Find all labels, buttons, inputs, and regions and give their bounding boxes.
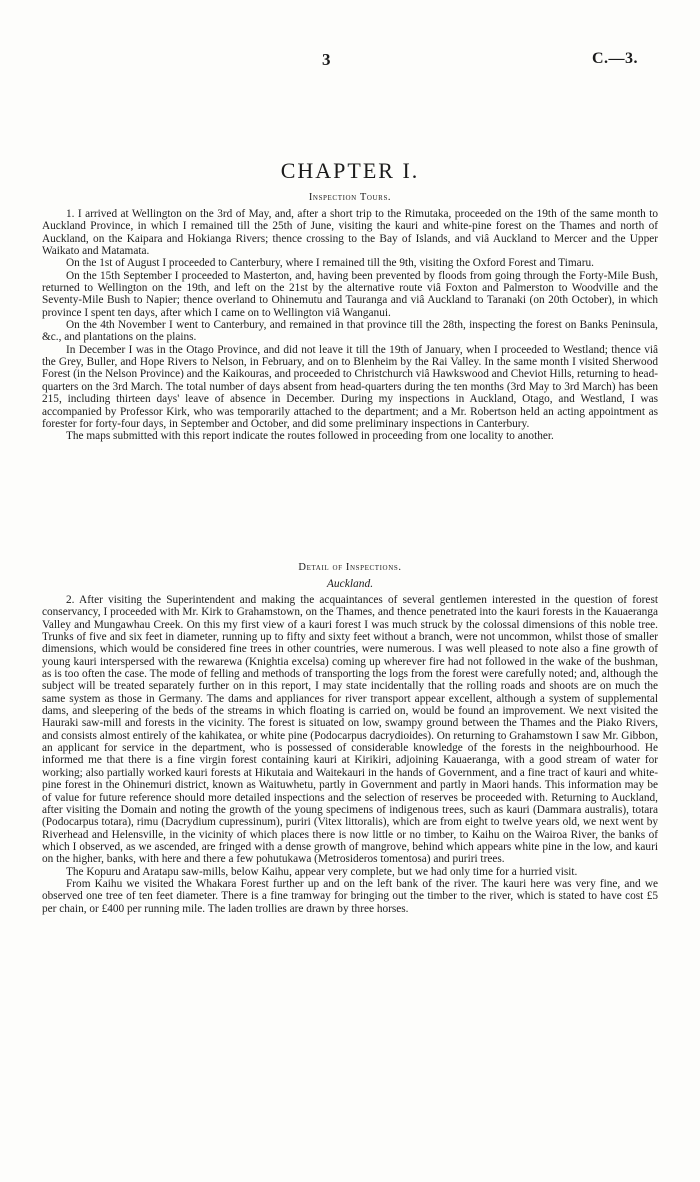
inspection-tours-section [42, 208, 658, 443]
paragraph: The maps submitted with this report indicate the routes followed in proceeding from one locality to another. [66, 430, 554, 443]
paragraph: In December I was in the Otago Province, and did not leave it till the 19th of January, when I proceeded to Westland; thence viâ the Grey, Buller, and Hope Rivers to Nelson, in February, and on to Blenheim by the Rai Valley. In the same month I visited Sherwood Forest (in the Nelson Province) and the Kaikouras, and proceeded to Christchurch viâ Hawkswood and Cheviot Hills, returning to head-quarters on the 3rd March. The total number of days absent from head-quarters during the ten months (3rd May to 3rd March) has been 215, including thirteen days' leave of absence in December. During my inspections in Auckland, Otago, and Westland, I was accompanied by Professor Kirk, who was temporarily attached to the department; and a Mr. Robertson held an acting appointment as forester for forty-four days, in September and October, and did some preliminary inspections in Canterbury. [42, 343, 658, 430]
inspection-tours-heading: Inspection Tours. [308, 192, 392, 203]
auckland-subheading: Auckland. [326, 578, 374, 590]
paragraph: 2. After visiting the Superintendent and making the acquaintances of several gentlemen interested in the question of forest conservancy, I proceeded with Mr. Kirk to Grahamstown, on the Thames, and thence penetrated into the kauri forests in the Kauaeranga Valley and Mungawhau Creek. On this my first view of a kauri forest I was much struck by the colossal dimensions of this noble tree. Trunks of five and six feet in diameter, running up to fifty and sixty feet without a branch, were not uncommon, whilst those of smaller dimensions, which would be considered fine trees in other countries, were numerous. I was well pleased to note also a fine growth of young kauri interspersed with the rewarewa (Knightia excelsa) coming up wherever fire had not followed in the wake of the bushman, as is too often the case. The mode of felling and methods of transporting the logs from the forest were carefully noted; and, although the subject will be treated separately further on in this report, I may state incidentally that the rolling roads and shoots are on much the same system as those in Germany. The dams and appliances for river transport appear excellent, although a system of supplemental dams, and sleepering of the beds of the streams in which floating is carried on, would be found an improvement. We next visited the Hauraki saw-mill and forests in the vicinity. The forest is situated on low, swampy ground between the Thames and the Piako Rivers, and consists almost entirely of the kahikatea, or white pine (Podocarpus dacrydioides). On returning to Grahamstown I saw Mr. Gibbon, an applicant for service in the department, who is possessed of considerable knowledge of the forests in the neighbourhood. He informed me that there is a fine virgin forest containing kauri at Kirikiri, adjoining Kauaeranga, with a good stream of water for working; also partially worked kauri forests at Hikutaia and Waitekauri in the hands of Government, and a fine tract of kauri and white-pine forest in the Ohinemuri district, known as Waituwhetu, partly in Government and partly in Maori hands. This information may be of value for future reference should more detailed inspections and the selection of reserves be proceeded with. Returning to Auckland, after visiting the Domain and noting the growth of the young specimens of indigenous trees, such as kauri (Dammara australis), totara (Podocarpus totara), rimu (Dacrydium cupressinum), puriri (Vitex littoralis), which are from eight to twelve years old, we next went by Riverhead and Helensville, in the vicinity of which places there is now little or no timber, to Kaihu on the Wairoa River, the banks of which I observed, as we ascended, are fringed with a dense growth of mangrove, behind which appears white pine in the low, and kauri on the higher, banks, with here and there a few pohutukawa (Metrosideros tomentosa) and puriri trees. [42, 594, 658, 866]
chapter-title: CHAPTER I. [280, 158, 420, 183]
page-header [0, 50, 700, 70]
detail-of-inspections-section [42, 594, 658, 915]
page-number: 3 [322, 50, 331, 69]
paragraph: On the 4th November I went to Canterbury, and remained in that province till the 28th, inspecting the forest on Banks Peninsula, &c., and plantations on the plains. [42, 319, 658, 344]
detail-of-inspections-heading: Detail of Inspections. [298, 562, 402, 573]
paragraph: On the 15th September I proceeded to Masterton, and, having been prevented by floods from going through the Forty-Mile Bush, returned to Wellington on the 19th, and left on the 21st by the alternative route viâ Foxton and Palmerston to Woodville and the Seventy-Mile Bush to Napier; thence overland to Ohinemutu and Tauranga and viâ Auckland to Taranaki (on 20th October), in which province I spent ten days, after which I came on to Wellington viâ Wanganui. [42, 269, 658, 319]
paragraph: The Kopuru and Aratapu saw-mills, below Kaihu, appear very complete, but we had only time for a hurried visit. [66, 865, 578, 878]
paragraph: On the 1st of August I proceeded to Canterbury, where I remained till the 9th, visiting the Oxford Forest and Timaru. [66, 257, 594, 270]
page-reference: C.—3. [591, 50, 638, 67]
paragraph: From Kaihu we visited the Whakara Forest further up and on the left bank of the river. The kauri here was very fine, and we observed one tree of ten feet diameter. There is a fine tramway for bringing out the timber to the river, which is stated to have cost £5 per chain, or £400 per running mile. The laden trollies are drawn by three horses. [42, 877, 658, 915]
paragraph: 1. I arrived at Wellington on the 3rd of May, and, after a short trip to the Rimutaka, proceeded on the 19th of the same month to Auckland Province, in which I remained till the 25th of June, visiting the kauri and white-pine forest on the Thames and north of Auckland, on the Kaipara and Hokianga Rivers; thence crossing to the Bay of Islands, and viâ Auckland to Mercer and the Upper Waikato and Matamata. [42, 208, 658, 258]
